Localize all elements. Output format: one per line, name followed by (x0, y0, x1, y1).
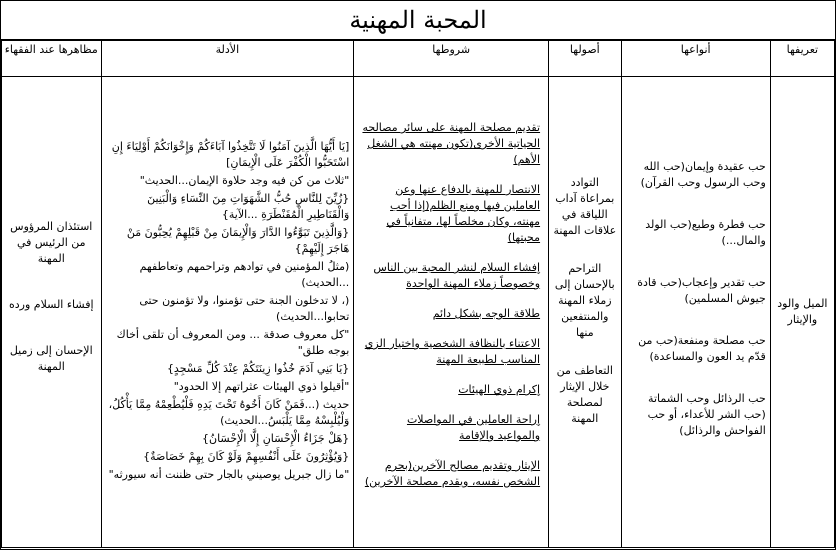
manifestation-item: الإحسان إلى زميل المهنة (9, 344, 93, 373)
evidence-item: حديث (...فَمَنْ كَانَ أَخُوهُ تَحْتَ يَدِهِ فَلْيُطْعِمْهُ مِمَّا يَأْكُلُ، وَلْيُلْبِسْهُ مِمَّا يَلْبَسُ...الحديث) (108, 398, 350, 427)
page-title: المحبة المهنية (1, 1, 835, 40)
evidence-item: "ما زال جبريل يوصيني بالجار حتى ظننت أنه سيورثه" (108, 468, 350, 481)
type-item: حب عقيدة وإيمان(حب الله وحب الرسول وحب القرآن) (640, 160, 766, 189)
header-row (2, 41, 835, 77)
condition-item: إفشاء السلام لنشر المحبة بين الناس وخصوصاً زملاء المهنة الواحدة (373, 261, 541, 290)
condition-item: طلاقة الوجه بشكل دائم (432, 307, 541, 320)
type-item: حب تقدير وإعجاب(حب قادة جيوش المسلمين) (637, 276, 766, 305)
condition-item: الاعتناء بالنظافة الشخصية واختيار الزي المناسب لطبيعة المهنة (364, 337, 541, 366)
evidence-item: (مثلُ المؤمنين في توادهم وتراحمهم وتعاطفهم ...الحديث) (139, 260, 350, 289)
definition-cell: الميل والود والإيثار (770, 77, 834, 548)
origin-item: التوادد بمراعاة آداب اللياقة في علاقات المهنة (553, 176, 617, 237)
condition-item: الإيثار وتقديم مصالح الآخرين(بحرم الشخص نفسه، ويقدم مصلحة الآخرين) (364, 459, 541, 488)
manifestation-item: استئذان المرؤوس من الرئيس في المهنة (10, 220, 93, 265)
content-row (2, 77, 835, 548)
content-table (1, 40, 835, 548)
evidence-item: (، لا تدخلون الجنة حتى تؤمنوا، ولا تؤمنون حتى تحابوا...الحديث) (139, 294, 350, 323)
condition-item: إكرام ذوي الهيئات (458, 383, 541, 396)
evidence-item: "كل معروف صدقة ... ومن المعروف أن تلقى أخاك بوجه طلق" (116, 328, 350, 357)
header-types: أنواعها (621, 41, 770, 77)
header-definition: تعريفها (770, 41, 834, 77)
condition-item: الانتصار للمهنة بالدفاع عنها وعن العاملين فيها ومنع الظلم(إذا أحب مهنته، وكان مخلصاً لها، متفانياً في محبتها) (386, 183, 541, 244)
evidence-item: {يَا بَنِي آدَمَ خُذُوا زِينَتَكُمْ عِنْدَ كُلِّ مَسْجِدٍ} (166, 362, 350, 375)
evidence-item: {وَيُؤْثِرُونَ عَلَى أَنْفُسِهِمْ وَلَوْ كَانَ بِهِمْ خَصَاصَةٌ} (143, 450, 350, 463)
origins-cell (549, 77, 622, 548)
condition-item: إراحة العاملين في المواصلات والمواعيد والإقامة (406, 413, 541, 442)
header-evidence: الأدلة (101, 41, 354, 77)
manifestation-item: إفشاء السلام ورده (8, 298, 94, 311)
origin-item: التراحم بالإحسان إلى زملاء المهنة والمنتفعين منها (554, 262, 615, 339)
origin-item: التعاطف من خلال الإيثار لمصلحة المهنة (556, 364, 613, 425)
evidence-item: {وَالَّذِينَ تَبَوَّءُوا الدَّارَ وَالْإِيمَانَ مِنْ قَبْلِهِمْ يُحِبُّونَ مَنْ هَاجَرَ إِلَيْهِمْ} (126, 226, 350, 255)
evidence-item: {هَلْ جَزَاءُ الْإِحْسَانِ إِلَّا الْإِحْسَانُ} (202, 432, 350, 445)
condition-item: تقديم مصلحة المهنة على سائر مصالحه الحياتية الأخرى(تكون مهنته هي الشغل الأهم) (362, 121, 541, 166)
types-cell (621, 77, 770, 548)
evidence-item: [يَا أَيُّهَا الَّذِينَ آمَنُوا لَا تَتَّخِذُوا آبَاءَكُمْ وَإِخْوَانَكُمْ أَوْلِيَاءَ إِنِ اسْتَحَبُّوا الْكُفْرَ عَلَى الْإِيمَانِ] (111, 140, 350, 169)
conditions-cell (354, 77, 549, 548)
type-item: حب الرذائل وحب الشماتة (حب الشر للأعداء، أو حب الفواحش والرذائل) (647, 392, 766, 437)
evidence-cell (101, 77, 354, 548)
type-item: حب مصلحة ومنفعة(حب من قدّم يد العون والمساعدة) (638, 334, 766, 363)
evidence-item: {زُيِّنَ لِلنَّاسِ حُبُّ الشَّهَوَاتِ مِنَ النِّسَاءِ وَالْبَنِينَ وَالْقَنَاطِيرِ الْمُقَنْطَرَةِ ...الآية} (147, 192, 350, 221)
header-conditions: شروطها (354, 41, 549, 77)
evidence-item: "أقيلوا ذوي الهيئات عثراتهم إلا الحدود" (173, 380, 350, 393)
header-manifestations: مظاهرها عند الفقهاء (2, 41, 102, 77)
type-item: حب فطرة وطبع(حب الولد والمال...) (645, 218, 766, 247)
header-origins: أصولها (549, 41, 622, 77)
manifestations-cell (2, 77, 102, 548)
evidence-item: "ثلاث من كن فيه وجد حلاوة الإيمان...الحديث" (139, 174, 350, 187)
